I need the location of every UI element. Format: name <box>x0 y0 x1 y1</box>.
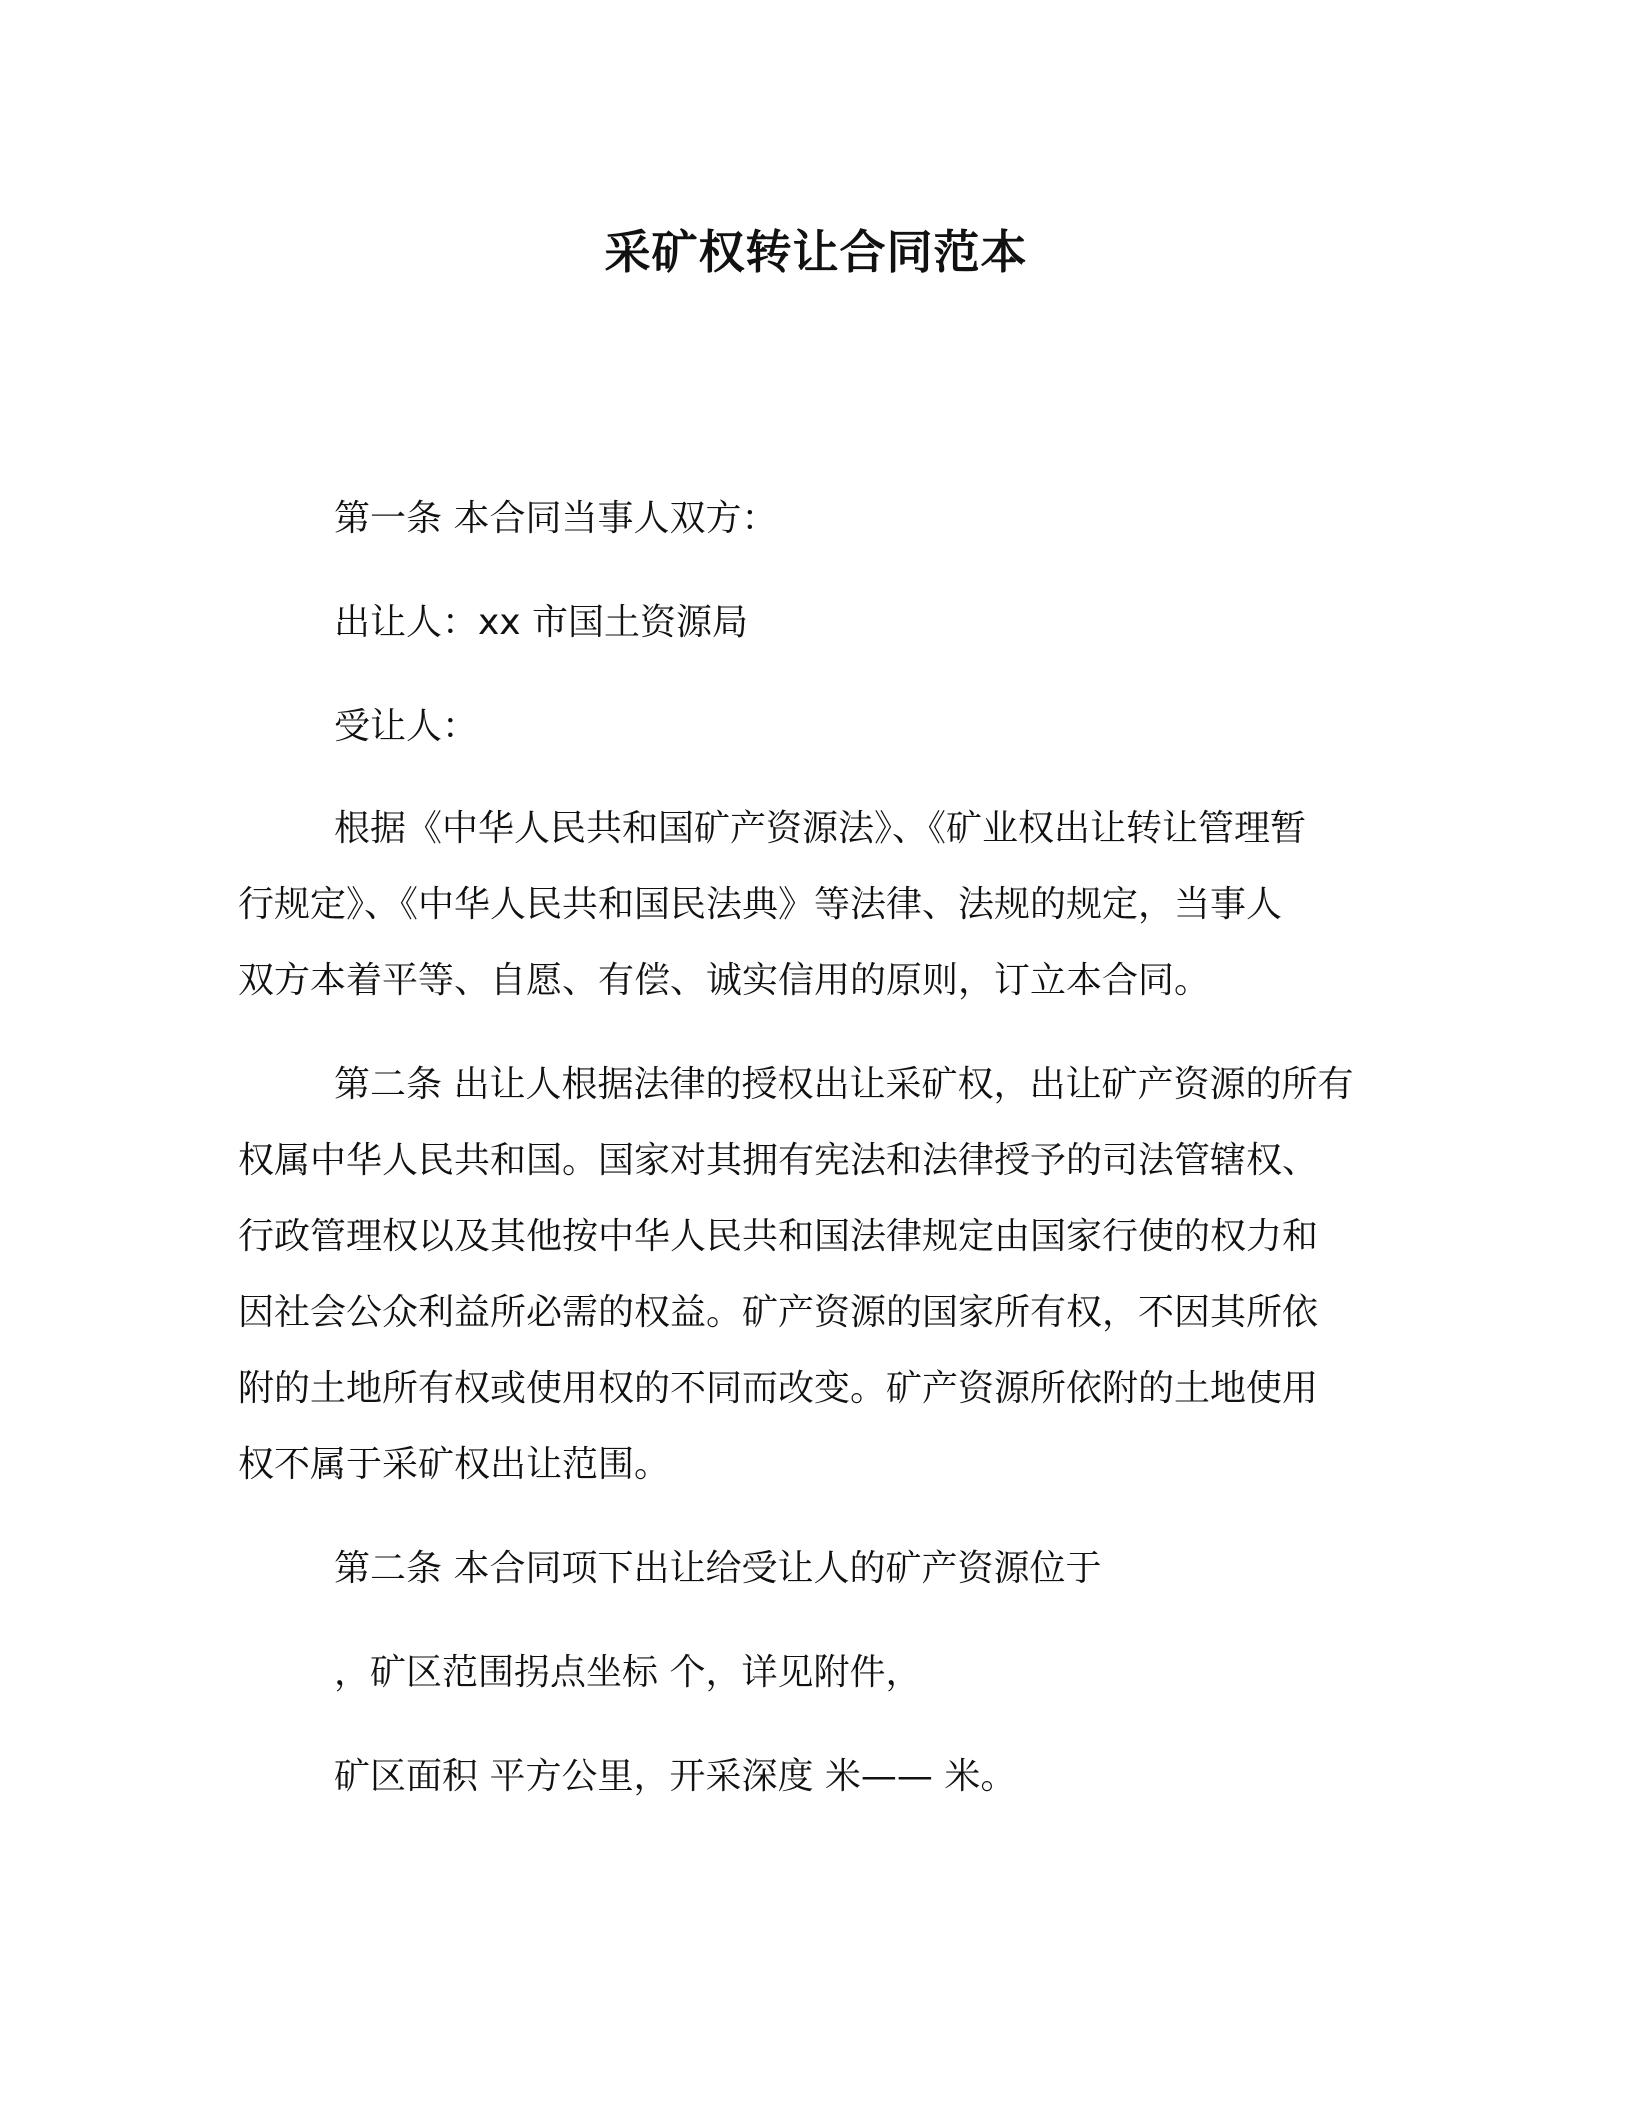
preamble-line-3: 双方本着平等、自愿、有偿、诚实信用的原则，订立本合同。 <box>238 960 1211 1001</box>
article-2b-line-3: 矿区面积 平方公里，开采深度 米—— 米。 <box>334 1756 1017 1797</box>
article-2-line-6: 权不属于采矿权出让范围。 <box>238 1444 671 1485</box>
article-2b-line-1: 第二条 本合同项下出让给受让人的矿产资源位于 <box>334 1548 1102 1589</box>
article-2-line-5: 附的土地所有权或使用权的不同而改变。矿产资源所依附的土地使用 <box>238 1368 1319 1409</box>
transferee-line: 受让人： <box>334 706 479 747</box>
article-2-line-3: 行政管理权以及其他按中华人民共和国法律规定由国家行使的权力和 <box>238 1216 1319 1257</box>
preamble-line-2: 行规定》、《中华人民共和国民法典》等法律、法规的规定，当事人 <box>238 884 1283 925</box>
article-2b-line-2: ，矿区范围拐点坐标 个，详见附件， <box>334 1652 922 1693</box>
document-title: 采矿权转让合同范本 <box>604 225 1028 279</box>
article-2-line-2: 权属中华人民共和国。国家对其拥有宪法和法律授予的司法管辖权、 <box>238 1140 1319 1181</box>
article-2-line-4: 因社会公众利益所必需的权益。矿产资源的国家所有权，不因其所依 <box>238 1292 1319 1333</box>
transferor-line: 出让人：xx 市国土资源局 <box>334 602 749 643</box>
article-1-heading: 第一条 本合同当事人双方： <box>334 498 778 539</box>
article-2-line-1: 第二条 出让人根据法律的授权出让采矿权，出让矿产资源的所有 <box>334 1064 1354 1105</box>
preamble-line-1: 根据《中华人民共和国矿产资源法》、《矿业权出让转让管理暂 <box>334 808 1307 849</box>
